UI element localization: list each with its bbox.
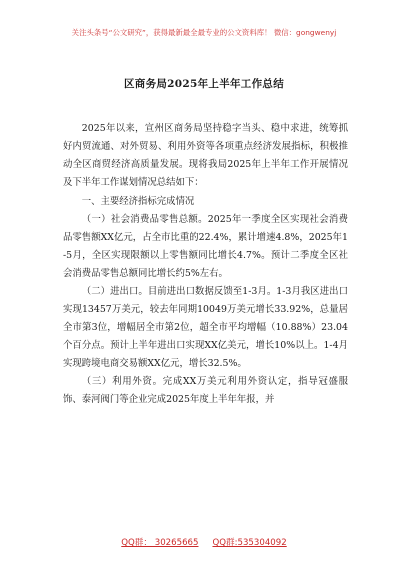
- document-title: 区商务局2025年上半年工作总结: [123, 78, 285, 90]
- intro-paragraph: 2025年以来，宣州区商务局坚持稳字当头、稳中求进，统筹抓好内贸流通、对外贸易、利用外资等各项重点经济发展指标，积极推动全区商贸经济高质量发展。现将我局2025年上半年工作开展情况及下半年工作谋划情况总结如下：: [63, 123, 348, 188]
- section-heading: 一、主要经济指标完成情况: [81, 196, 195, 207]
- foreign-investment-paragraph: （三）利用外资。完成XX万美元利用外资认定，指导冠盛服饰、泰河阀门等企业完成2025年度上半年年报，并: [63, 376, 348, 405]
- footer-banner: [0, 536, 408, 548]
- qq-group-link-2[interactable]: QQ群:535304092: [212, 538, 287, 548]
- qq-group-link-1[interactable]: QQ群： 30265665: [121, 538, 199, 548]
- import-export-paragraph: （二）进出口。目前进出口数据反馈至1-3月。1-3月我区进出口实现13457万美元，较去年同期10049万美元增长33.92%，总量居全市第3位，增幅居全市第2位，超全市平均增幅（10.88%）23.04个百分点。预计上半年进出口实现XX亿美元，增长10%以上。1-4月实现跨境电商交易额XX亿元，增长32.5%。: [63, 286, 348, 369]
- document-body: [63, 120, 348, 409]
- header-banner: 关注头条号“公文研究”，获得最新最全最专业的公文资料库！ 微信：gongwenyj: [71, 28, 337, 37]
- retail-sales-paragraph: （一）社会消费品零售总额。2025年一季度全区实现社会消费品零售额XX亿元，占全市比重的22.4%，累计增速4.8%，2025年1-5月，全区实现限额以上零售额同比增长4.7%。预计二季度全区社会消费品零售总额同比增长约5%左右。: [63, 214, 348, 279]
